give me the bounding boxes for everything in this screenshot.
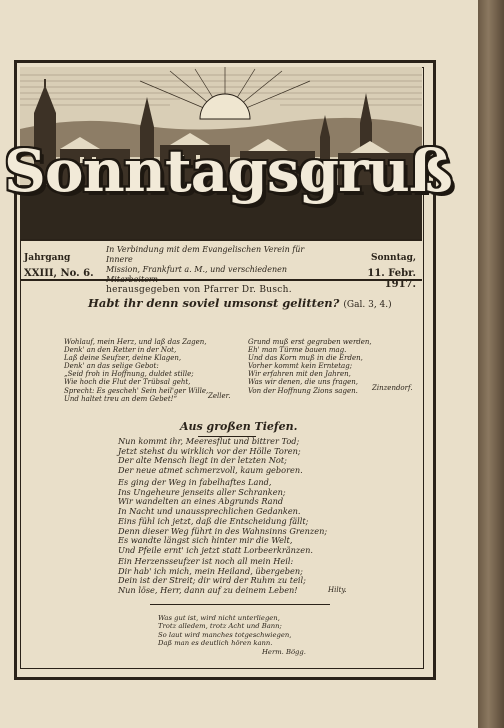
poem-line: Eins fühl ich jetzt, daß die Entscheidung fällt; <box>118 516 309 526</box>
weekday: Sonntag, <box>370 253 416 263</box>
quote-author: Herm. Bögg. <box>262 648 306 656</box>
verse-author: Zeller. <box>208 392 231 400</box>
section-heading <box>88 296 392 310</box>
verse-line: Vorher kommt kein Erntetag; <box>248 362 353 371</box>
verse-line: Denk' an den Retter in der Not, <box>64 346 177 355</box>
poem-line: Der neue atmet schmerzvoll, kaum geboren. <box>118 464 303 475</box>
date-info <box>336 253 416 290</box>
bible-reference: (Gal. 3, 4.) <box>343 300 392 310</box>
verse-line: Wir erfahren mit den Jahren, <box>248 370 351 379</box>
verse-line: Wohlauf, mein Herz, und laß das Zagen, <box>64 338 207 346</box>
poem-line: Jetzt stehst du wirklich vor der Hölle Toren; <box>118 445 301 456</box>
poem-stanza <box>118 557 348 595</box>
quote-line: Daß man es deutlich hören kann. <box>158 638 273 647</box>
poem-author: Hilty. <box>328 586 347 594</box>
quote-line: Trotz alledem, trotz Acht und Bann; <box>158 622 282 631</box>
volume-info <box>24 253 98 279</box>
poem-line: Denn dieser Weg führt in des Wahnsinns Grenzen; <box>118 525 328 536</box>
closing-quote <box>158 614 338 647</box>
publisher-line: In Verbindung mit dem Evangelischen Verein für Innere <box>106 245 305 264</box>
issue-info-bar <box>20 243 422 295</box>
poem-line: Nun löse, Herr, dann auf zu deinem Leben! <box>118 584 298 595</box>
poem-line: In Nacht und unaussprechlichen Gedanken. <box>118 505 301 516</box>
verse-line: Wie hoch die Flut der Trübsal geht, <box>64 378 191 387</box>
poem-line: Es ging der Weg in fabelhaftes Land, <box>118 477 272 487</box>
newspaper-title: Sonntagsgruß <box>4 137 452 205</box>
editor-line: herausgegeben von Pfarrer Dr. Busch. <box>106 285 292 295</box>
poem-line: Nun kommt ihr, Meeresflut und bittrer Tod; <box>118 436 300 446</box>
section-divider <box>150 604 330 605</box>
poem-line: Ins Ungeheure jenseits aller Schranken; <box>118 486 286 497</box>
poem-line: Und Pfeile ernt' ich jetzt statt Lorbeerkränzen. <box>118 544 313 555</box>
verse-line: Was wir denen, die uns fragen, <box>248 378 359 387</box>
issue-number: XXIII, No. 6. <box>24 268 94 279</box>
verse-line: Denk' an das selige Gebot: <box>64 362 159 371</box>
verse-line: „Seid froh in Hoffnung, duldet stille; <box>64 370 194 379</box>
verse-line: Sprecht: Es gescheh' Sein heil'ger Wille, <box>64 386 209 395</box>
quote-line: Was gut ist, wird nicht unterliegen, <box>158 614 280 622</box>
verse-left <box>64 338 224 403</box>
verse-line: Grund muß erst gegraben werden, <box>248 338 372 346</box>
jahrgang-label: Jahrgang <box>24 253 71 263</box>
poem-stanza <box>118 478 348 516</box>
section-title: Habt ihr denn soviel umsonst gelitten? <box>88 296 340 310</box>
publisher-info <box>106 245 332 295</box>
verse-line: Von der Hoffnung Zions sagen. <box>248 386 358 395</box>
verse-line: Laß deine Seufzer, deine Klagen, <box>64 354 182 363</box>
verse-line: Und haltet treu an dem Gebet!“ <box>64 394 178 403</box>
publisher-line: Mission, Frankfurt a. M., und verschiedenen Mitarbeitern <box>106 265 288 284</box>
poem-line: Es wandte längst sich hinter mir die Welt, <box>118 535 293 546</box>
verse-line: Und das Korn muß in die Erden, <box>248 354 363 363</box>
poem-line: Dir hab' ich mich, mein Heiland, übergeben; <box>118 565 303 576</box>
poem-stanza <box>118 517 348 555</box>
poem-line: Wir wandelten an eines Abgrunds Rand <box>118 496 284 507</box>
poem-stanza <box>118 437 348 475</box>
poem-line: Dein ist der Streit; dir wird der Ruhm zu teil; <box>118 575 306 586</box>
poem-line: Der alte Mensch liegt in der letzten Not; <box>118 455 287 466</box>
poem-title: Aus großen Tiefen. <box>180 420 298 433</box>
issue-date: 11. Febr. 1917. <box>367 268 416 290</box>
quote-line: So laut wird manches totgeschwiegen, <box>158 630 292 639</box>
verse-author: Zinzendorf. <box>372 384 413 392</box>
poem-line: Ein Herzensseufzer ist noch all mein Heil: <box>118 556 294 566</box>
book-spine <box>478 0 504 728</box>
verse-line: Eh' man Türme bauen mag. <box>248 346 347 355</box>
